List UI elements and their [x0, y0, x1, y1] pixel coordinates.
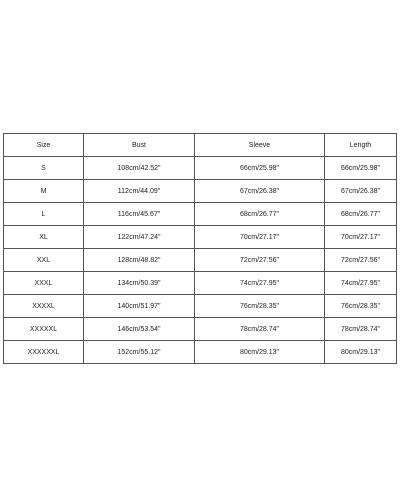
column-header-size: Size: [4, 134, 84, 157]
cell-length: 70cm/27.17": [325, 226, 397, 249]
header-row: [4, 134, 397, 157]
cell-bust: 112cm/44.09": [84, 180, 195, 203]
cell-bust: 134cm/50.39": [84, 272, 195, 295]
cell-size: XL: [4, 226, 84, 249]
cell-sleeve: 78cm/28.74": [195, 318, 325, 341]
cell-bust: 108cm/42.52": [84, 157, 195, 180]
cell-sleeve: 66cm/25.98": [195, 157, 325, 180]
cell-sleeve: 80cm/29.13": [195, 341, 325, 364]
cell-bust: 128cm/48.82": [84, 249, 195, 272]
column-header-sleeve: Sleeve: [195, 134, 325, 157]
cell-bust: 152cm/55.12": [84, 341, 195, 364]
cell-length: 72cm/27.56": [325, 249, 397, 272]
cell-size: XXXXXXL: [4, 341, 84, 364]
table-row: [4, 157, 397, 180]
cell-sleeve: 70cm/27.17": [195, 226, 325, 249]
cell-bust: 116cm/45.67": [84, 203, 195, 226]
cell-length: 76cm/28.35": [325, 295, 397, 318]
cell-size: S: [4, 157, 84, 180]
cell-length: 67cm/26.38": [325, 180, 397, 203]
cell-size: L: [4, 203, 84, 226]
table-row: [4, 341, 397, 364]
table-row: [4, 180, 397, 203]
cell-bust: 122cm/47.24": [84, 226, 195, 249]
cell-length: 74cm/27.95": [325, 272, 397, 295]
cell-size: XXXXXL: [4, 318, 84, 341]
table-row: [4, 295, 397, 318]
table-row: [4, 272, 397, 295]
size-chart-table: [3, 133, 397, 364]
cell-size: M: [4, 180, 84, 203]
column-header-length: Length: [325, 134, 397, 157]
cell-length: 80cm/29.13": [325, 341, 397, 364]
cell-sleeve: 76cm/28.35": [195, 295, 325, 318]
cell-length: 78cm/28.74": [325, 318, 397, 341]
size-chart-header: [4, 134, 397, 157]
table-row: [4, 226, 397, 249]
cell-bust: 146cm/53.54": [84, 318, 195, 341]
cell-length: 68cm/26.77": [325, 203, 397, 226]
column-header-bust: Bust: [84, 134, 195, 157]
cell-size: XXXXL: [4, 295, 84, 318]
cell-sleeve: 68cm/26.77": [195, 203, 325, 226]
cell-length: 66cm/25.98": [325, 157, 397, 180]
cell-sleeve: 72cm/27.56": [195, 249, 325, 272]
table-row: [4, 203, 397, 226]
size-chart-body: [4, 157, 397, 364]
cell-sleeve: 67cm/26.38": [195, 180, 325, 203]
cell-size: XXXL: [4, 272, 84, 295]
cell-sleeve: 74cm/27.95": [195, 272, 325, 295]
cell-bust: 140cm/51.97": [84, 295, 195, 318]
table-row: [4, 318, 397, 341]
table-row: [4, 249, 397, 272]
cell-size: XXL: [4, 249, 84, 272]
